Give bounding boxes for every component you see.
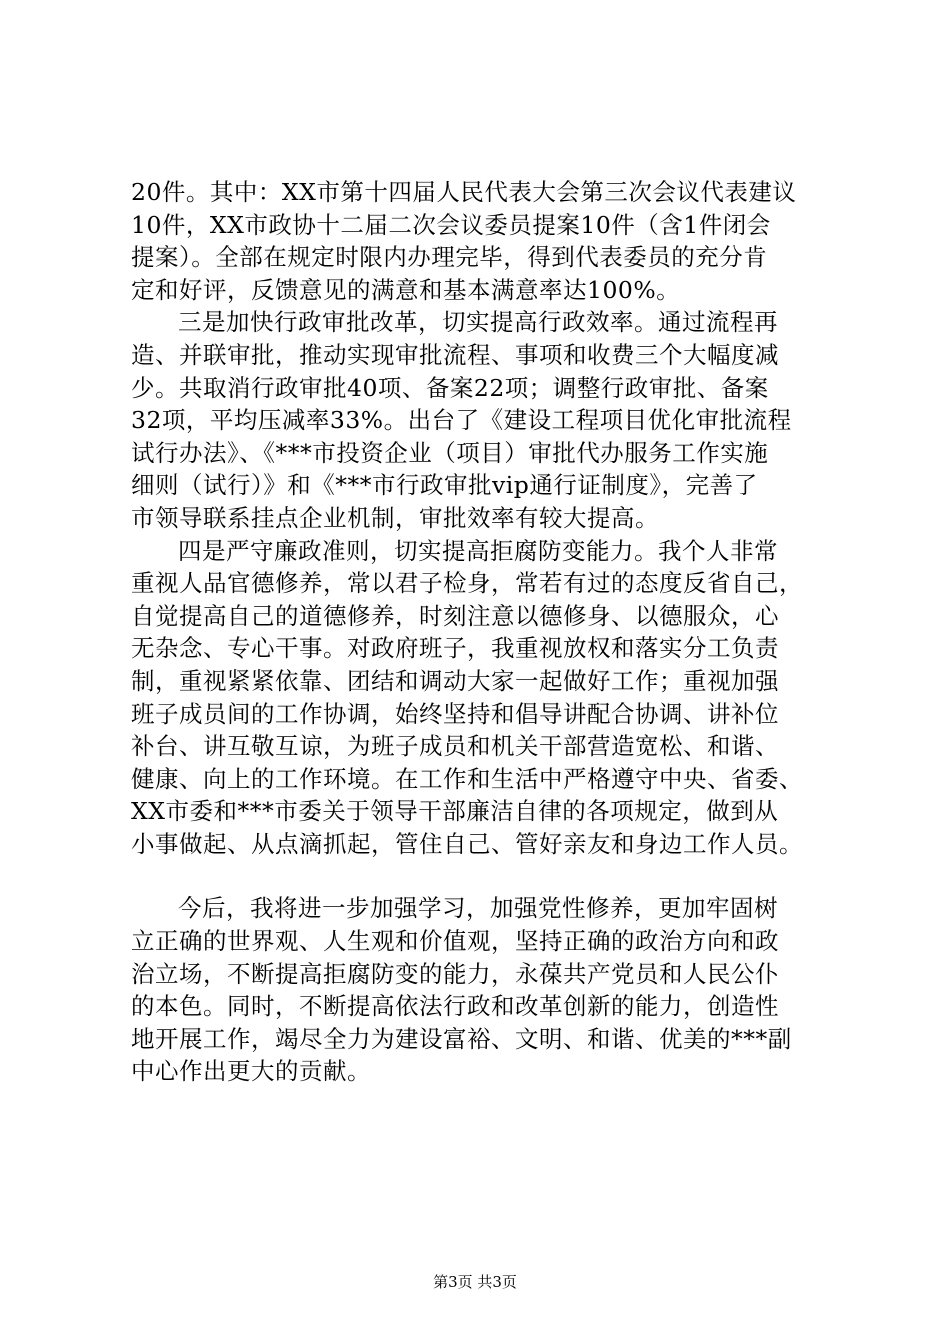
text-line: 立正确的世界观、人生观和价值观，坚持正确的政治方向和政 <box>131 927 779 956</box>
text-line: 班子成员间的工作协调，始终坚持和倡导讲配合协调、讲补位 <box>131 699 779 728</box>
text-line: 的本色。同时，不断提高依法行政和改革创新的能力，创造性 <box>131 992 779 1021</box>
document-body <box>131 176 831 1088</box>
text-line: 无杂念、专心干事。对政府班子，我重视放权和落实分工负责 <box>131 634 779 663</box>
text-line: XX市委和***市委关于领导干部廉洁自律的各项规定，做到从 <box>131 797 779 826</box>
text-line: 32项，平均压减率33%。出台了《建设工程项目优化审批流程 <box>131 406 792 435</box>
page-number: 第3页 共3页 <box>433 1273 517 1291</box>
paragraph-4 <box>131 892 831 1088</box>
text-line: 试行办法》、《***市投资企业（项目）审批代办服务工作实施 <box>131 438 769 467</box>
paragraph-3 <box>131 535 831 861</box>
paragraph-1 <box>131 176 831 306</box>
text-line: 细则（试行）》和《***市行政审批vip通行证制度》，完善了 <box>131 471 758 500</box>
text-line: 中心作出更大的贡献。 <box>131 1057 371 1086</box>
paragraph-gap <box>131 860 831 892</box>
text-line: 少。共取消行政审批40项、备案22项；调整行政审批、备案 <box>131 373 769 402</box>
text-line: 重视人品官德修养，常以君子检身，常若有过的态度反省自己， <box>131 569 803 598</box>
text-line: 制，重视紧紧依靠、团结和调动大家一起做好工作；重视加强 <box>131 666 779 695</box>
text-line: 20件。其中：XX市第十四届人民代表大会第三次会议代表建议 <box>131 178 797 206</box>
text-line: 提案）。全部在规定时限内办理完毕，得到代表委员的充分肯 <box>131 243 768 272</box>
text-line: 三是加快行政审批改革，切实提高行政效率。通过流程再 <box>178 308 778 337</box>
text-line: 市领导联系挂点企业机制，审批效率有较大提高。 <box>131 503 659 532</box>
text-line: 小事做起、从点滴抓起，管住自己、管好亲友和身边工作人员。 <box>131 829 803 858</box>
text-line: 定和好评，反馈意见的满意和基本满意率达100%。 <box>131 275 681 304</box>
paragraph-2 <box>131 306 831 534</box>
text-line: 治立场，不断提高拒腐防变的能力，永葆共产党员和人民公仆 <box>131 959 779 988</box>
text-line: 造、并联审批，推动实现审批流程、事项和收费三个大幅度减 <box>131 340 779 369</box>
text-line: 地开展工作，竭尽全力为建设富裕、文明、和谐、优美的***副 <box>131 1024 792 1053</box>
text-line: 补台、讲互敬互谅，为班子成员和机关干部营造宽松、和谐、 <box>131 732 779 761</box>
text-line: 自觉提高自己的道德修养，时刻注意以德修身、以德服众，心 <box>131 601 779 630</box>
text-line: 今后，我将进一步加强学习，加强党性修养，更加牢固树 <box>178 894 778 923</box>
text-line: 10件，XX市政协十二届二次会议委员提案10件（含1件闭会 <box>131 210 771 239</box>
text-line: 四是严守廉政准则，切实提高拒腐防变能力。我个人非常 <box>178 536 778 565</box>
text-line: 健康、向上的工作环境。在工作和生活中严格遵守中央、省委、 <box>131 764 803 793</box>
page-footer <box>0 1272 950 1292</box>
